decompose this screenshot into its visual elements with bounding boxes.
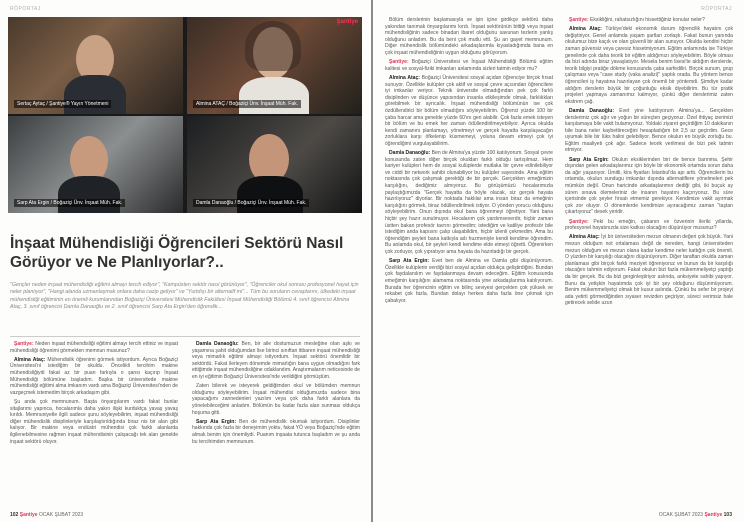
photo-caption: Sertaç Aytaç / Şantiye® Yayın Yönetmeni xyxy=(14,100,111,108)
paragraph: Sarp Ata Ergin: Okulun eksiklerinden biri de bence barınma. Şehir dışından gelen arkadaşlarımız için böyle bir ekonomik ortamda sorun daha da ağır yaşanıyor. Ümitli, kira fiyatları İstanbul'da apı arttı. Öğrencilerin bu ortamda, okulun sundugu imkanlar dışında alternatiflere yönelmeleri pek mümkün değil. Onun haricinde arkadaşlarımın dediği gibi, iki buçuk ay süren sınava ölemeleriniz de insanın hayatını kaçırıyoruz. Bu süre içerisinde çok şeyler fırsatı etmemiz gerekiyor. Kendimize vakit ayırmak çok zor oluyor. O dönemlerde kendimize ayıracağımız zaman "taştan çıkartıyoruz" desek yeridir. xyxy=(565,156,733,216)
brand-name: Şantiye xyxy=(704,512,723,518)
issue-date: OCAK ŞUBAT 2023 xyxy=(658,512,704,518)
photo-damla-danaoglu xyxy=(187,116,362,213)
paragraph: Damla Danaoğlu: Ben, bir aile dostumuzun mesleğine olan aşkı ve yaşamına şahit olduğumdan lise birinci sınıftan itibaren inşaat mühendisliği veya mimarlık eğitimi almayı istiyordum. İnşaat sektörü önemlidir bir sektördü. Fakat ilerleyen dönemde mimarlığın bana uygun olmadığını fark ettiğimde inşaat mühendisliğine odaklandım. Araştırmalarım neticesinde de en iyi eğitimin Boğaziçi Üniversitesi'nde verildiğini görmüştüm. xyxy=(192,341,360,380)
photo-almina-atac xyxy=(187,17,362,114)
person-body xyxy=(64,75,126,114)
photo-sarp-ata-ergin xyxy=(8,116,183,213)
paragraph: Sarp Ata Ergin: Evet ben de Almina ve Damla gibi düşünüyorum. Özellikle kulüplerin verdiği bizi sosyal açıdan oldukça geliştirdiğini. Bundan çok faydalanılım ve faydalanmaya devam edeceğim. Eğitim konusunda emeğimin karşılığını alamama noktasında yine arkadaşlarıma katılıyorum. Burada her öğrencinin eğitim ve bilinç seviyesi gerçekten çok yüksek ve rekabet çok fazla. Bundan dolayı herkes daha fazla öne çıkmak için çabalıyor. xyxy=(385,258,553,304)
section-tag: RÖPORTAJ xyxy=(701,6,732,12)
photo-caption: Sarp Ata Ergin / Boğaziçi Ünv. İnşaat Müh. Fak. xyxy=(14,199,125,207)
article-lead: "Gençler neden inşaat mühendisliği eğitimi almayı tercih ediyor", "Kampüsten sektör nasıl görünüyor", "Öğrenciler okul sonrası profesyonel hayat için neler planlıyor", "Hangi alanda uzmanlaşmak onlara daha cazip geliyor" ve "Yurtdışı bir alternatif mi"... Tüm bu soruların cevaplarını, ülkedeki inşaat mühendisliği eğitiminin en önemli kurumlarından Boğaziçi Üniversitesi Mühendislik Fakültesi İnşaat Mühendisliği Bölümü 4. sınıf öğrencisi Almina Ataç, 3. sınıf öğrencisi Damla Danaoğlu ve 2. sınıf öğrencisi Sarp Ata Ergin'den öğrendik... xyxy=(10,282,359,311)
right-column-2 xyxy=(565,17,733,505)
page-number: 103 xyxy=(723,512,732,518)
paragraph: Damla Danaoğlu: Evet yine katılıyorum Almina'ya... Gerçekten derslerimiz çok ağır ve yoğun bir süreçten geçiyoruz. Özel ihtiyaç izerimizi karşılamaya bile vakit bulamıyoruz. Yoldaki ziyaret geçirdiğim 10 dakikanın bile bana neler kaybettireceğini hesapladığım bir 2,5 az geçirdim. Gece uyumak bile bir lüks halini gelebiliyor. Bence okulun en büyük zorluğu bu. Eğitim maaliyeti çok ağır. Sadece teorik verilmesi de bizi pek tatmin etmiyor. xyxy=(565,107,733,154)
paragraph: Sarp Ata Ergin: Ben de mühendislik okumak istiyordum. Disiplinler hakkında çok fazla bir deneyimim yoktu, fakat YÖ veya Boğaziçi'nde eğitim almak benim için önemliydi. Puanım inşaata tutunca başladım ve şu anda bu tercihimden memnunum. xyxy=(192,418,360,445)
left-column-1 xyxy=(10,341,178,507)
page-number: 102 xyxy=(10,512,19,518)
brand-name: Şantiye xyxy=(19,512,38,518)
paragraph: Zaten bilerek ve isteyerek geldiğimden okul ve bölümden memnun olduğumu söyleyebilirim. İnşaat mühendisi olduğumuzda sadece bina yapacağımı zannedenleri yazılım veya çok daha farklı alanlara da yönelebileceğimi anladım. Bölümün bu kadar fazla alan sunması oldukça hoşuma gitti. xyxy=(192,383,360,416)
left-column-2 xyxy=(192,341,360,507)
paragraph: Şu anda çok memnunum. Başta önyargılarım vardı fakat bunlar sitajlarımı yapınca, hocalarımla daha yakın ilişki kurduktça yavaş yavaş kırıldı. Memnuniyetle ilgili sadece şunu söyleyebilirim, inşaat mühendisliği diğer mühendislik disiplinleriyle karşılaştırıldığında biraz nis bir alan gibi kalıyor. Bir makine veya endüstri mühendisi çok farklı alanlarda ilgilenebilmesine rağmen inşaat mühendisinin çalışacağı tek alan genelde inşaat sektörü oluyor. xyxy=(10,398,178,445)
right-column-1 xyxy=(385,17,553,505)
person-hair xyxy=(245,21,301,71)
paragraph: Damla Danaoğlu: Ben de Almina'ya yüzde 100 katılıyorum. Sosyal çevre konusunda zaten diğer birçok okuldan farklı olduğu tartışılmaz. Hem kariyer kulüpleri hem de sosyal kulüplerde mutlaka bir çevre edinilebiliyor ve ciddi bir network sahibi olunabiliyor bu kulüpler sayesinde. Ama eğitim noktasında çok çalışmak gerektiği de bir gerçek. Gerçekten emeğimizin karşılığını, dediğimiz almıyoruz. Bu görüşümüzü hocalarımızla paylaştığımızda "Gerçek hayatta da böyle olacak, siz gerçek hayata hazırlıyoruz" diyorlar. Bir noktada haklılar ama insan biraz da emeğinin karşılığını görmek, biraz ödüllendirilmek istiyor. O yönden yorucu olduğunu söyleyebilirim. Onun dışında okul bana öğrenmeyi öğretiyor. Yani bana hiçbir şey hazır sunulmuyor. Hocalarım çok yardımseverdir, hiçbir zaman üstten bakan profesör tavrını görmedim; istediğim ve katiliye profesör bile istediğim anda kapısını çalıp ulaşabildim, hiçbir izlenli çekmedim. Ama bu öğrendiğim şeyleri bana katkıyla adı huzmeniyle kendi kendime öğrendim. Bu anlamda okul, bir şeyleri kendi kendime elde etmeyi öğretti. Öğrenirken çok zorluyor, çok yıpratıyor ama hayata da hazırladığı bir gerçek. xyxy=(385,150,553,255)
article-title: İnşaat Mühendisliği Öğrencileri Sektörü Nasıl Görüyor ve Ne Planlıyorlar?.. xyxy=(10,235,344,271)
santiye-badge: Şantiye xyxy=(336,19,358,25)
paragraph: Şantiye: Eksikliğini, rahatsızlığını hissettiğiniz konular neler? xyxy=(569,17,705,23)
divider xyxy=(10,336,360,337)
paragraph: Bölüm derslerinin başlamasıyla ve işin içine girdikçe sektörü daha yakından tanımak önyargılarımı kırdı. İnşaat sektörünün bittiği veya inşaat mühendisliğinin sadece binadan ibaret olduğunu savunan tezlerin yanlış olduğunu anladım. Bu da beni çok mutlu etti. Şu an gayet memnunum. Diğer mühendislik bölümündeki arkadaşlarımla kıyasladığımda bana en çok inşaat mühendisliğinin uygun olduğunu görüyorum. xyxy=(385,17,553,56)
person-body xyxy=(237,176,303,213)
page-footer xyxy=(10,512,83,518)
paragraph: Almina Ataç: İyi bir üniversiteden mezun olmanın değeri çok büyük. Yani mezun olduğum not ortalaması değil de nereden, hangi üniversiteden mezun olduğum ve mezun olana kadar kendime neler kattığın çok önemli. O yüzden bir karşılığı olacağını düşünüyorum. Diğer taraftan okulda zaman planlaması gibi birçok farklı meziyet öğreniyoruz ve bunun da bir karşılığı olacağını tahmin ediyorum. Fakat okulun bizi fazla mükemmeliyetçi yaptığı da bir gerçek. Bu da bizi gerginleştiriyor aslında, anksiyete sahibi yapıyor. Bunu da yetişkin hayatımda çok iyi bir şey olduğunu düşünmüyorum. Benim mükemmeliyetçi olmak bir kusur aslında. Çünkü bu sefer bir projeyi ada yetirti görmediğinden sıyaser revizden geçiriyor, süreci verimsiz hale getirecek selide uzun xyxy=(565,234,733,307)
person-body xyxy=(239,77,309,114)
issue-date: OCAK ŞUBAT 2023 xyxy=(38,512,84,518)
paragraph: Şantiye: Boğaziçi Üniversitesi ve İnşaat Mühendisliği Bölümü eğitim kalitesi ve sosyal-fiziki imkanları anlamında sizleri tatmin ediyor mu? xyxy=(385,59,553,72)
paragraph: Almina Ataç: Türkiye'deki ekonomik durum öğrencilik hayatını çok değiştiriyor. Genel anlamda yaşam şartları zorlaştı. Fakat bunun yanında okulumuz bize kaçık ve olan güvenli bir alan sunuyor. Okulda kendini hiçbir zaman güvensiz veya çaresiz hissetmiyorum. Eğitim anlamında ise Türkiye genelinde çok daha teorik bir eğitim aldığımızı söyleyebilirim. Böyle olması da bizi adında biraz yavaşlatıyor. Meselа benim lisesi'te aldığım derslerde, teorik bilgiyi pratiğe dökme konusunda çaba sarfediliri. Birçok sunum, grup çalışması veya "case study (vaka analizi)" yaptık orada. Bu yöntem bence öğrencileri iş hayatına hazırlayan çok önemli bir yöntemdi. Şimdiye kadar aldığım derslerin büyük bir çoğunluğu eksik diyebilirim. Bu tür pratik projeleri yapmaya zamanımız kalmıyor, çünkü diğer derslerimiz zaten ekstrem çağ. xyxy=(565,26,733,105)
photo-caption: Damla Danaoğlu / Boğaziçi Ünv. İnşaat Müh. Fak. xyxy=(193,199,309,207)
left-page xyxy=(0,0,371,522)
section-tag: RÖPORTAJ xyxy=(10,6,41,12)
person-body xyxy=(58,176,120,213)
photo-sertac-aytac xyxy=(8,17,183,114)
page-footer xyxy=(659,512,732,518)
paragraph: Şantiye: Neden inşaat mühendisliği eğitimi almayı tercih ettiniz ve inşaat mühendisliği öğrenimi görmekten memnun musunuz? xyxy=(10,341,178,354)
paragraph: Şantiye: Peki bu emeğin, çabanın ve özverinin ileriki yıllarda, profesyonel hayatınızda size katkısı olacağını düşünüyor musunuz? xyxy=(565,218,733,232)
right-page xyxy=(373,0,744,522)
video-call-photo-grid xyxy=(8,17,362,213)
paragraph: Almina Ataç: Boğaziçi Üniversitesi sosyal açıdan öğrenciye birçok fırsat sunuyor. Özellikle kulüpler çok aktif ve sosyal çevre açısından öğrencilere iyi imkanlar veriyor. Teknik üniversite olmadığından pek çok farklı disiplinden ve düşünce yapısından insanla etkileşimde olmak, farklılıkları görebilmek bir ayrıcalık. İnşaat mühendisliği bölümünün ise çok özdüllendirici bir bölüm olmadığını söyleyebilirim. Öğrenci yüzde 100 bir çaba harcar ama genelde yüzde 60'ını geri alabilir. Çok fazla emek isteyen bir bölüm ve bu emek her zaman ödüllendirilmeyebiliyor. Ayrıca okulda kendi zamanını planlamayı, yönetmeyi ve gerçek hayatta karşılaşacağın zorluklara karşı öfkelenip küsmemeyi, yoluna devam etmeyi çok iyi öğrendiğimi vurgulayabilirim. xyxy=(385,74,553,147)
paragraph: Almina Ataç: Mühendislik öğrenimi görmek istiyordum. Ayrıca Boğaziçi Üniversitesi'ni istediğim bir okuldu. Öncelikli tercihim makine mühendisliğiydi fakat az bir puan farkıyla o şansı kaçırıp İnşaat Mühendisliği bölümüne başladım. Başka bir üniversitede makine mühendisliği eğitimi alma imkanım vardı ama Boğaziçi Üniversitesi'nden de vazgeçmek istemedim birçok arkadaşım gibi. xyxy=(10,356,178,396)
photo-caption: Almina ATAÇ / Boğaziçi Ünv. İnşaat Müh. Fak. xyxy=(193,100,301,108)
